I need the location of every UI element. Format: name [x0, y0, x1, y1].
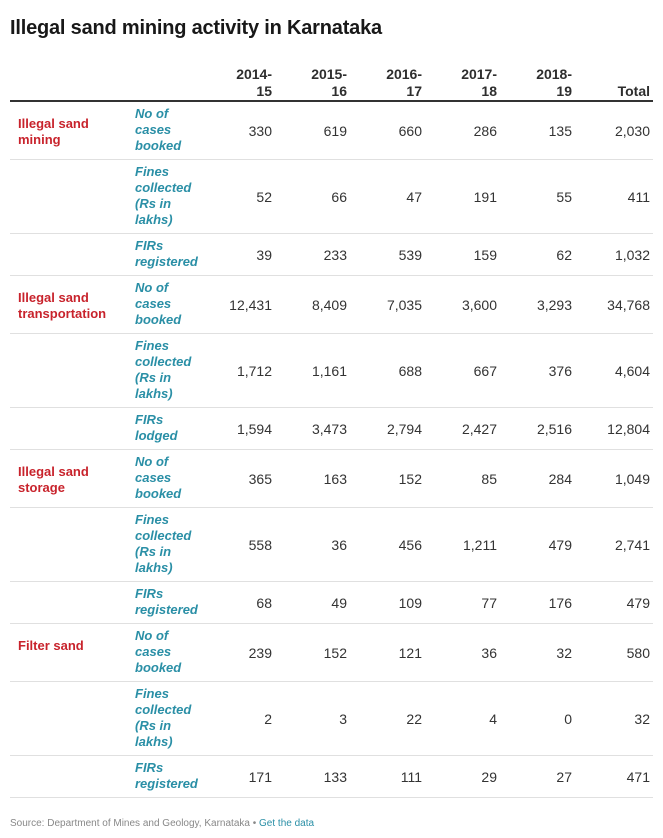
value-cell: 85 — [481, 471, 497, 487]
value-cell: 667 — [473, 363, 497, 379]
column-header: Total — [617, 83, 650, 99]
value-cell: 456 — [398, 537, 422, 553]
table-row — [10, 102, 653, 160]
chart-title: Illegal sand mining activity in Karnataka — [10, 17, 382, 39]
table-row — [10, 582, 653, 624]
value-cell: 36 — [331, 537, 347, 553]
value-cell: 3,473 — [311, 421, 347, 437]
value-cell: 176 — [548, 595, 572, 611]
column-header: 2018- 19 — [536, 66, 572, 99]
category-label: Illegal sand storage — [18, 464, 89, 495]
value-cell: 239 — [248, 645, 272, 661]
value-cell: 1,161 — [311, 363, 347, 379]
table-row — [10, 334, 653, 408]
value-cell: 233 — [323, 247, 347, 263]
value-cell: 68 — [256, 595, 272, 611]
table-row — [10, 508, 653, 582]
value-cell: 2,794 — [386, 421, 422, 437]
value-cell: 558 — [248, 537, 272, 553]
value-cell: 171 — [248, 769, 272, 785]
value-cell: 3,293 — [536, 297, 572, 313]
value-cell: 284 — [548, 471, 572, 487]
value-cell: 365 — [248, 471, 272, 487]
value-cell: 1,712 — [236, 363, 272, 379]
value-cell: 3 — [339, 711, 347, 727]
column-header: 2017- 18 — [461, 66, 497, 99]
category-label: Filter sand — [18, 638, 84, 653]
value-cell: 77 — [481, 595, 497, 611]
table-row — [10, 234, 653, 276]
column-header: 2015- 16 — [311, 66, 347, 99]
value-cell: 47 — [406, 189, 422, 205]
table-row — [10, 682, 653, 756]
value-cell: 7,035 — [386, 297, 422, 313]
value-cell: 152 — [323, 645, 347, 661]
total-cell: 32 — [634, 711, 650, 727]
value-cell: 32 — [556, 645, 572, 661]
total-cell: 4,604 — [614, 363, 650, 379]
value-cell: 191 — [473, 189, 497, 205]
column-header: 2014- 15 — [236, 66, 272, 99]
value-cell: 52 — [256, 189, 272, 205]
value-cell: 55 — [556, 189, 572, 205]
value-cell: 376 — [548, 363, 572, 379]
total-cell: 471 — [626, 769, 650, 785]
metric-label: FIRs registered — [135, 760, 198, 791]
metric-label: No of cases booked — [135, 280, 182, 327]
value-cell: 111 — [400, 769, 422, 785]
value-cell: 27 — [556, 769, 572, 785]
table-row — [10, 450, 653, 508]
value-cell: 36 — [481, 645, 497, 661]
metric-label: FIRs registered — [135, 238, 198, 269]
metric-label: Fines collected (Rs in lakhs) — [135, 164, 192, 227]
value-cell: 66 — [331, 189, 347, 205]
value-cell: 152 — [398, 471, 422, 487]
total-cell: 1,032 — [614, 247, 650, 263]
total-cell: 580 — [626, 645, 650, 661]
column-header: 2016- 17 — [386, 66, 422, 99]
value-cell: 3,600 — [461, 297, 497, 313]
value-cell: 0 — [564, 711, 572, 727]
value-cell: 330 — [248, 123, 272, 139]
value-cell: 29 — [481, 769, 497, 785]
value-cell: 133 — [323, 769, 347, 785]
total-cell: 479 — [626, 595, 650, 611]
footer — [10, 818, 314, 829]
value-cell: 121 — [398, 645, 422, 661]
value-cell: 62 — [556, 247, 572, 263]
total-cell: 12,804 — [607, 421, 650, 437]
total-cell: 1,049 — [614, 471, 650, 487]
value-cell: 619 — [323, 123, 347, 139]
value-cell: 286 — [473, 123, 497, 139]
value-cell: 39 — [256, 247, 272, 263]
table-row — [10, 276, 653, 334]
category-label: Illegal sand transportation — [18, 290, 107, 321]
metric-label: Fines collected (Rs in lakhs) — [135, 686, 192, 749]
metric-label: No of cases booked — [135, 106, 182, 153]
metric-label: No of cases booked — [135, 628, 182, 675]
value-cell: 8,409 — [311, 297, 347, 313]
value-cell: 163 — [323, 471, 347, 487]
total-cell: 411 — [627, 189, 650, 205]
value-cell: 688 — [398, 363, 422, 379]
category-label: Illegal sand mining — [18, 116, 89, 147]
footer-separator: • — [249, 818, 260, 829]
value-cell: 49 — [331, 595, 347, 611]
total-cell: 2,030 — [614, 123, 650, 139]
value-cell: 660 — [398, 123, 422, 139]
value-cell: 2,427 — [461, 421, 497, 437]
table-row — [10, 160, 653, 234]
table-header — [10, 64, 653, 102]
value-cell: 1,594 — [236, 421, 272, 437]
total-cell: 34,768 — [607, 297, 650, 313]
value-cell: 539 — [398, 247, 422, 263]
value-cell: 2 — [264, 711, 272, 727]
value-cell: 4 — [489, 711, 497, 727]
value-cell: 12,431 — [229, 297, 272, 313]
total-cell: 2,741 — [614, 537, 650, 553]
value-cell: 22 — [406, 711, 422, 727]
value-cell: 109 — [398, 595, 422, 611]
value-cell: 135 — [548, 123, 572, 139]
table-row — [10, 408, 653, 450]
metric-label: No of cases booked — [135, 454, 182, 501]
value-cell: 159 — [473, 247, 497, 263]
value-cell: 1,211 — [463, 537, 497, 553]
source-note: Source: Department of Mines and Geology, Karnataka — [10, 818, 250, 829]
value-cell: 479 — [548, 537, 572, 553]
metric-label: FIRs lodged — [135, 412, 178, 443]
value-cell: 2,516 — [536, 421, 572, 437]
metric-label: Fines collected (Rs in lakhs) — [135, 338, 192, 401]
metric-label: Fines collected (Rs in lakhs) — [135, 512, 192, 575]
metric-label: FIRs registered — [135, 586, 198, 617]
table-row — [10, 756, 653, 798]
get-the-data-link[interactable]: Get the data — [259, 818, 315, 829]
table-row — [10, 624, 653, 682]
